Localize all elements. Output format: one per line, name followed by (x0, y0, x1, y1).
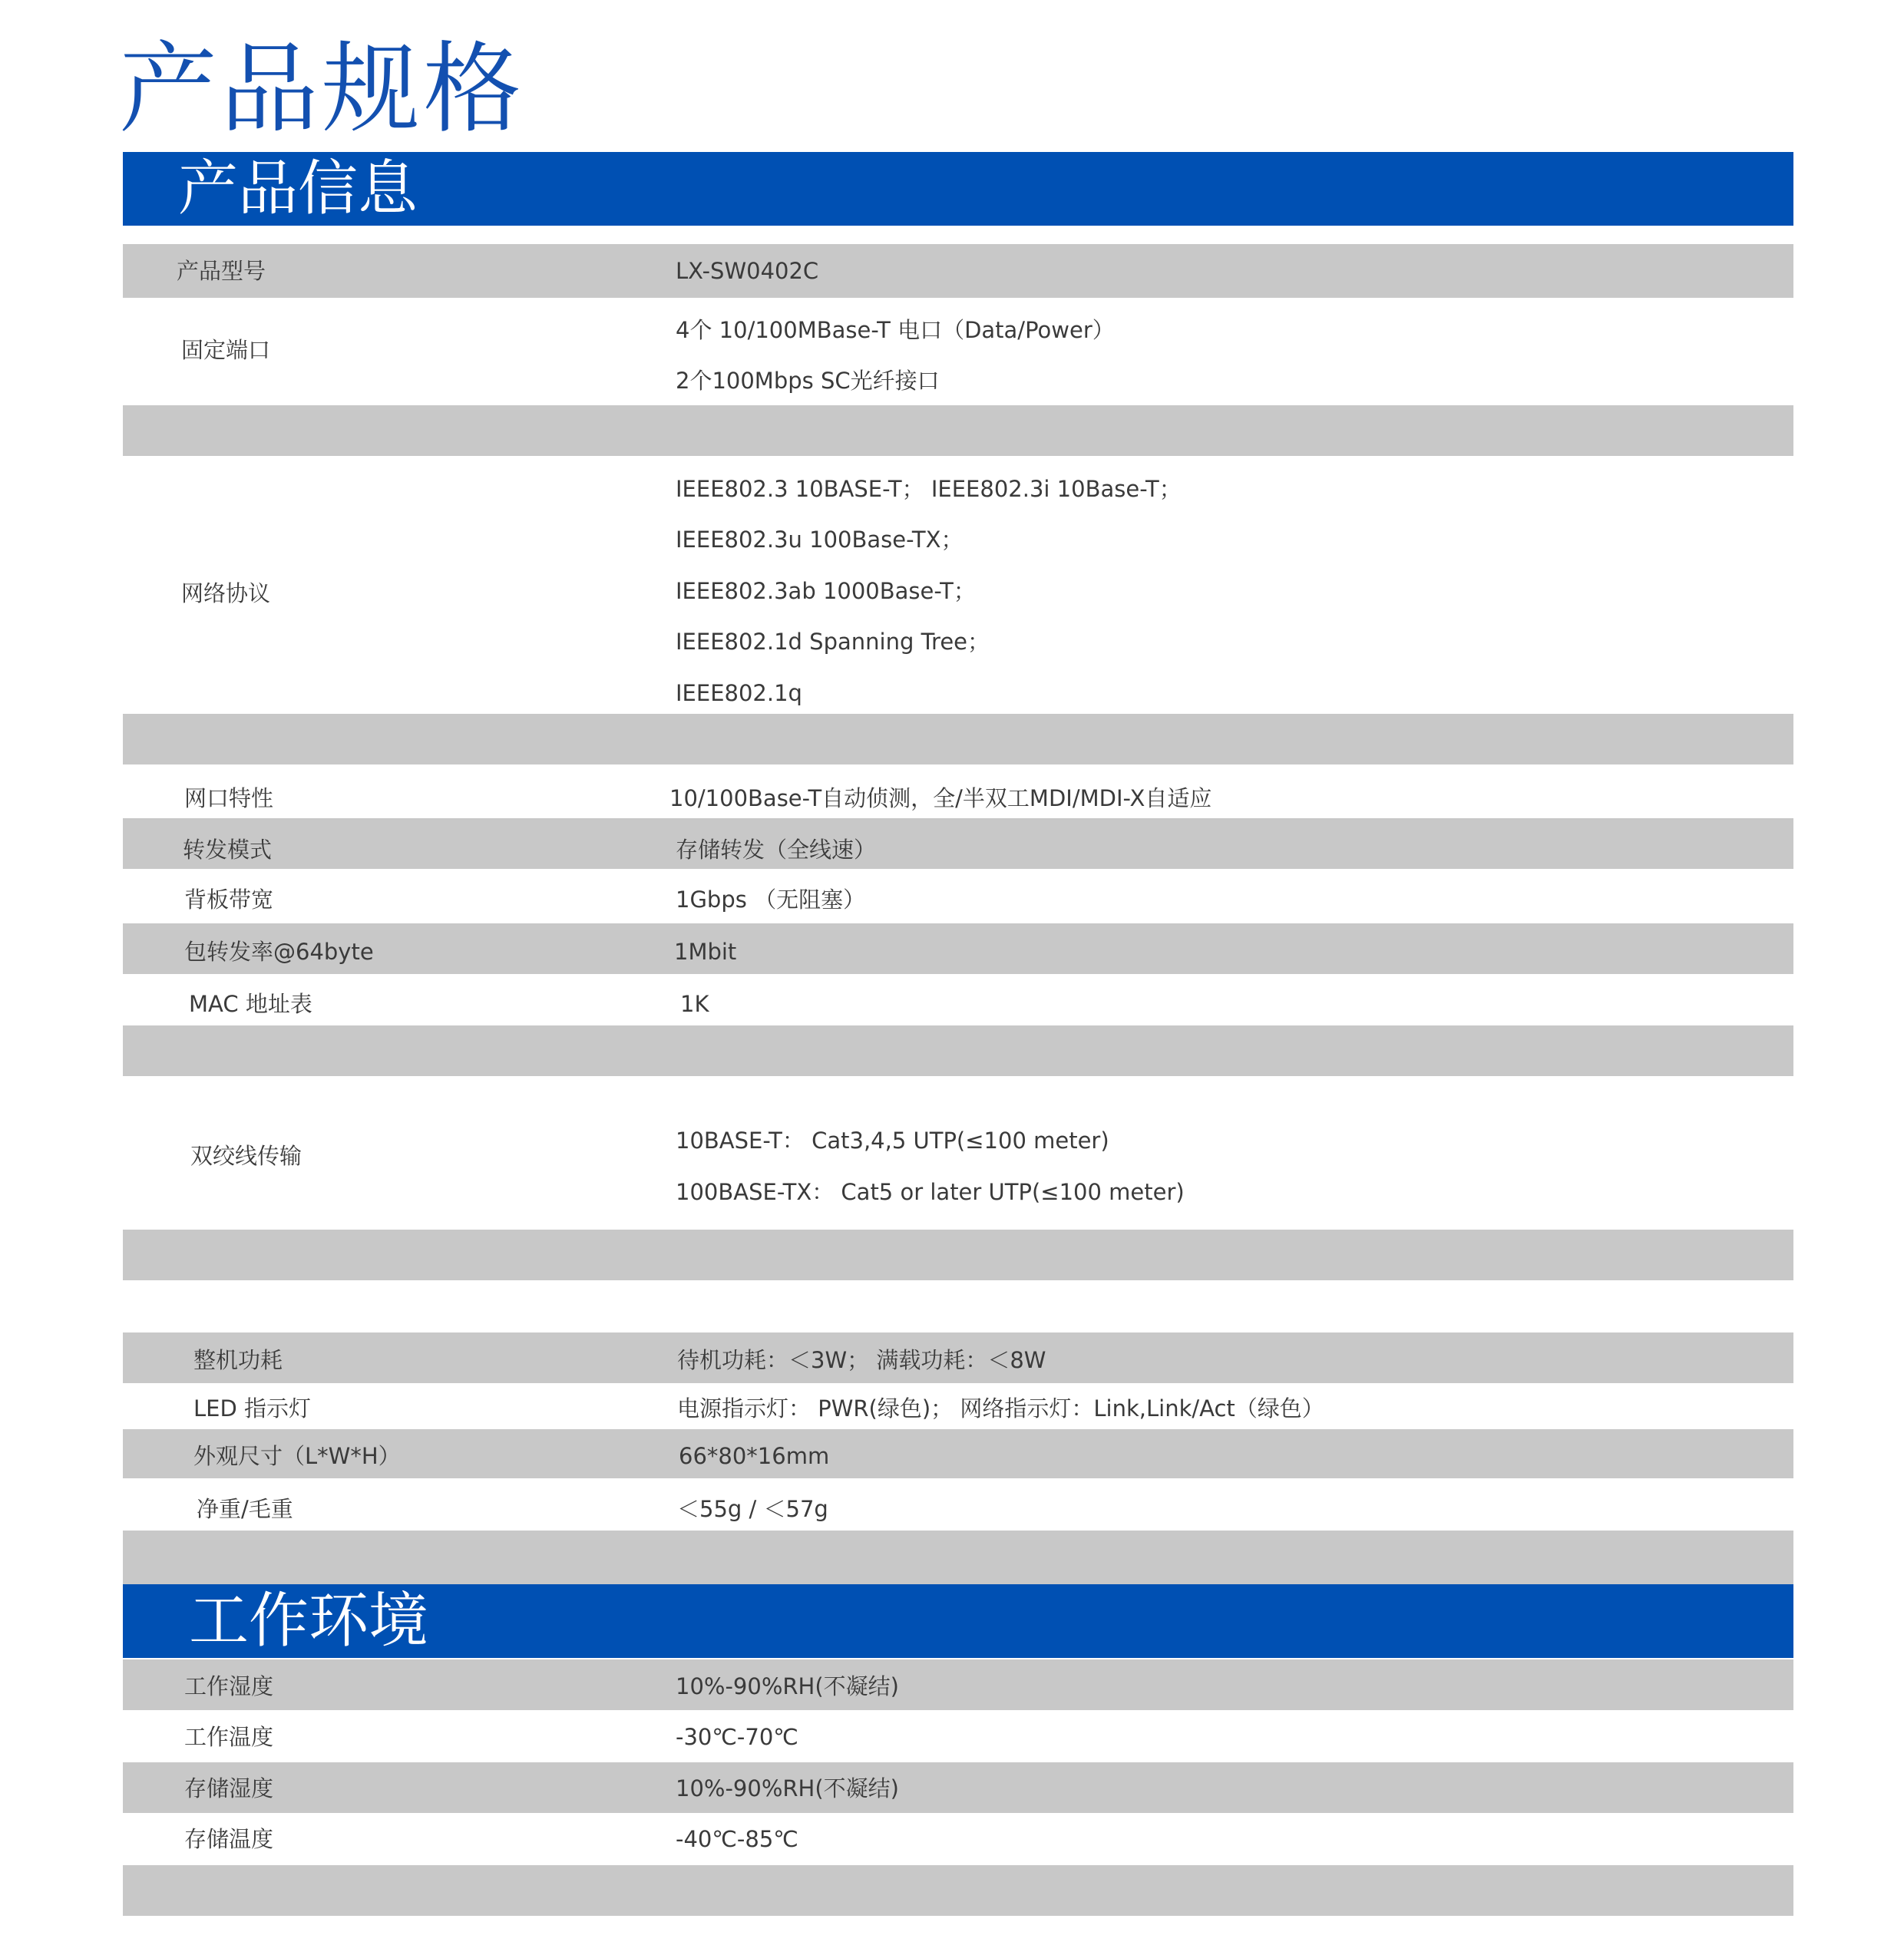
spec-label-work-temp: 工作温度 (184, 1724, 274, 1750)
page-title: 产品规格 (119, 32, 525, 147)
row-band (123, 818, 1793, 869)
spec-value-power: 待机功耗：＜3W； 满载功耗：＜8W (677, 1347, 1046, 1373)
spec-value-protocol-line: IEEE802.1d Spanning Tree； (676, 629, 990, 655)
spec-label-ports: 固定端口 (181, 337, 271, 363)
spec-value-forward-mode: 存储转发（全线速） (676, 837, 877, 863)
spec-label-protocol: 网络协议 (181, 580, 271, 606)
spec-label-storage-humidity: 存储湿度 (184, 1775, 274, 1801)
row-band (123, 1865, 1793, 1916)
spec-label-led: LED 指示灯 (193, 1395, 312, 1422)
spec-label-forward-mode: 转发模式 (183, 837, 273, 863)
spec-value-protocol-line: IEEE802.3u 100Base-TX； (676, 527, 964, 553)
section-title: 工作环境 (189, 1587, 429, 1656)
spec-label-twisted-pair: 双绞线传输 (190, 1143, 302, 1169)
row-band (123, 1762, 1793, 1813)
spec-value-work-humidity: 10%-90%RH(不凝结) (676, 1673, 899, 1699)
spec-value-led: 电源指示灯： PWR(绿色)； 网络指示灯：Link,Link/Act（绿色） (677, 1395, 1324, 1422)
spec-value-ports-line: 4个 10/100MBase-T 电口（Data/Power） (676, 317, 1115, 343)
spec-value-mac-table: 1K (680, 991, 709, 1017)
row-band (123, 1230, 1793, 1280)
spec-value-packet-rate: 1Mbit (674, 939, 737, 965)
row-band (123, 1659, 1793, 1710)
spec-label-work-humidity: 工作湿度 (184, 1673, 274, 1699)
spec-label-power: 整机功耗 (193, 1347, 283, 1373)
spec-value-protocol-line: IEEE802.1q (676, 680, 802, 706)
spec-label-mac-table: MAC 地址表 (189, 991, 312, 1017)
row-band (123, 1025, 1793, 1076)
spec-value-ports-line: 2个100Mbps SC光纤接口 (676, 368, 940, 394)
row-band (123, 1531, 1793, 1584)
section-header-environment (123, 1584, 1793, 1658)
spec-label-storage-temp: 存储温度 (184, 1826, 274, 1852)
spec-value-storage-humidity: 10%-90%RH(不凝结) (676, 1775, 899, 1801)
spec-label-model: 产品型号 (177, 258, 266, 284)
spec-value-dimensions: 66*80*16mm (679, 1443, 830, 1469)
row-band (123, 244, 1793, 298)
spec-label-weight: 净重/毛重 (197, 1496, 293, 1522)
spec-value-twisted-pair-line: 10BASE-T： Cat3,4,5 UTP(≤100 meter) (676, 1128, 1109, 1154)
spec-value-backplane: 1Gbps （无阻塞） (676, 887, 866, 913)
spec-value-weight: ＜55g / ＜57g (677, 1496, 828, 1522)
spec-label-backplane: 背板带宽 (184, 887, 274, 913)
spec-value-protocol-line: IEEE802.3 10BASE-T； IEEE802.3i 10Base-T； (676, 476, 1182, 502)
spec-value-storage-temp: -40℃-85℃ (676, 1826, 798, 1852)
spec-value-work-temp: -30℃-70℃ (676, 1724, 798, 1750)
spec-value-port-features: 10/100Base-T自动侦测，全/半双工MDI/MDI-X自适应 (669, 785, 1212, 811)
spec-value-model: LX-SW0402C (676, 258, 819, 284)
section-header-product-info (123, 152, 1793, 226)
spec-label-packet-rate: 包转发率@64byte (184, 939, 374, 965)
spec-label-port-features: 网口特性 (184, 785, 274, 811)
section-title: 产品信息 (178, 154, 418, 223)
row-band (123, 405, 1793, 456)
row-band (123, 714, 1793, 764)
spec-value-protocol-line: IEEE802.3ab 1000Base-T； (676, 578, 976, 604)
spec-value-twisted-pair-line: 100BASE-TX： Cat5 or later UTP(≤100 meter) (676, 1179, 1185, 1205)
spec-label-dimensions: 外观尺寸（L*W*H） (193, 1443, 401, 1469)
